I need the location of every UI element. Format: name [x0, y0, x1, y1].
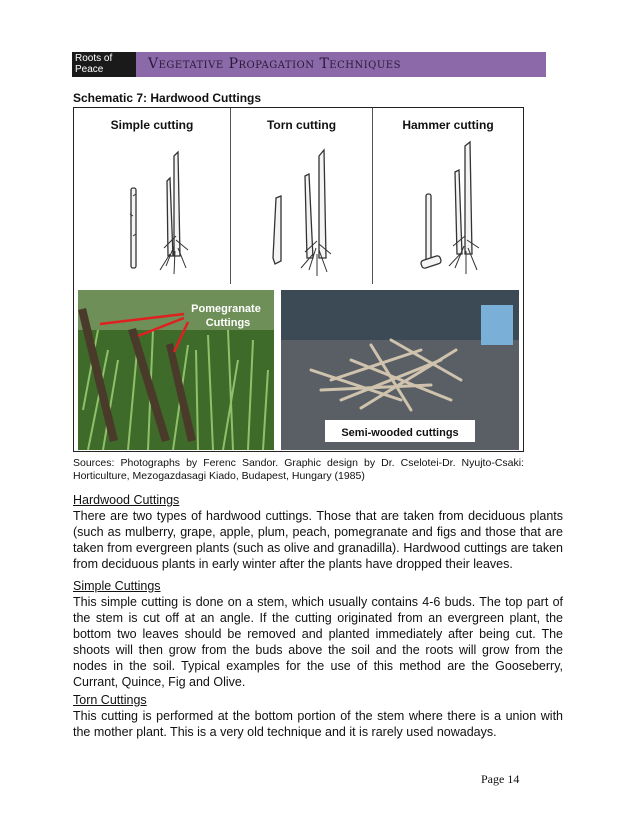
figure-title: Schematic 7: Hardwood Cuttings — [73, 91, 262, 105]
semi-wooded-photo — [281, 290, 519, 450]
section-heading: Torn Cuttings — [73, 693, 147, 707]
simple-cutting-drawing — [74, 136, 231, 281]
panel-simple-cutting — [74, 108, 231, 284]
section-simple — [73, 578, 563, 690]
page-number: Page 14 — [481, 772, 520, 786]
section-body: This cutting is performed at the bottom portion of the stem where there is a union with the mother plant. This is a very old technique and it is rarely used nowadays. — [73, 709, 563, 739]
panel-title-simple: Simple cutting — [110, 118, 194, 132]
section-body: This simple cutting is done on a stem, which usually contains 4-6 buds. The top part of the stem is cut off at an angle. If the cutting originated from an evergreen plant, the bottom two leaves should be removed and planted immediately after being cut. The shoots will then grow from the buds above the soil and the roots will grow from the nodes in the soil. Typical examples for the use of this method are the Gooseberry, Currant, Quince, Fig and Olive. — [73, 595, 563, 689]
section-heading: Hardwood Cuttings — [73, 493, 180, 507]
org-label: Roots of Peace — [72, 52, 136, 77]
pomegranate-label-line1: Pomegranate — [191, 303, 261, 315]
section-torn — [73, 692, 563, 740]
torn-cutting-drawing — [231, 136, 373, 281]
hammer-cutting-drawing — [373, 136, 523, 281]
section-heading: Simple Cuttings — [73, 579, 161, 593]
semi-wooded-photo-image — [281, 290, 519, 450]
panel-hammer-cutting — [373, 108, 523, 284]
pomegranate-photo — [78, 290, 274, 450]
page-header — [72, 52, 546, 77]
section-body: There are two types of hardwood cuttings. Those that are taken from deciduous plants (such as mulberry, grape, apple, plum, peach, pomegranate and figs and those that are taken from evergreen plants (such as olive and granadilla). Hardwood cuttings are taken from deciduous plants in early winter after the plants have dropped their leaves. — [73, 509, 563, 571]
pomegranate-photo-image — [78, 290, 274, 450]
semi-wooded-label: Semi-wooded cuttings — [341, 427, 459, 439]
header-title: Vegetative Propagation Techniques — [136, 52, 546, 77]
figure-sources: Sources: Photographs by Ferenc Sandor. Graphic design by Dr. Cselotei-Dr. Nyujto-Csaki: Horticulture, Mezogazdasagi Kiado, Budapest, Hungary (1985) — [73, 457, 524, 482]
section-hardwood — [73, 492, 563, 572]
schematic-figure — [73, 107, 524, 452]
panel-torn-cutting — [231, 108, 373, 284]
panel-title-torn: Torn cutting — [266, 118, 337, 132]
panel-title-hammer: Hammer cutting — [402, 118, 494, 132]
pomegranate-label-line2: Cuttings — [205, 317, 251, 329]
